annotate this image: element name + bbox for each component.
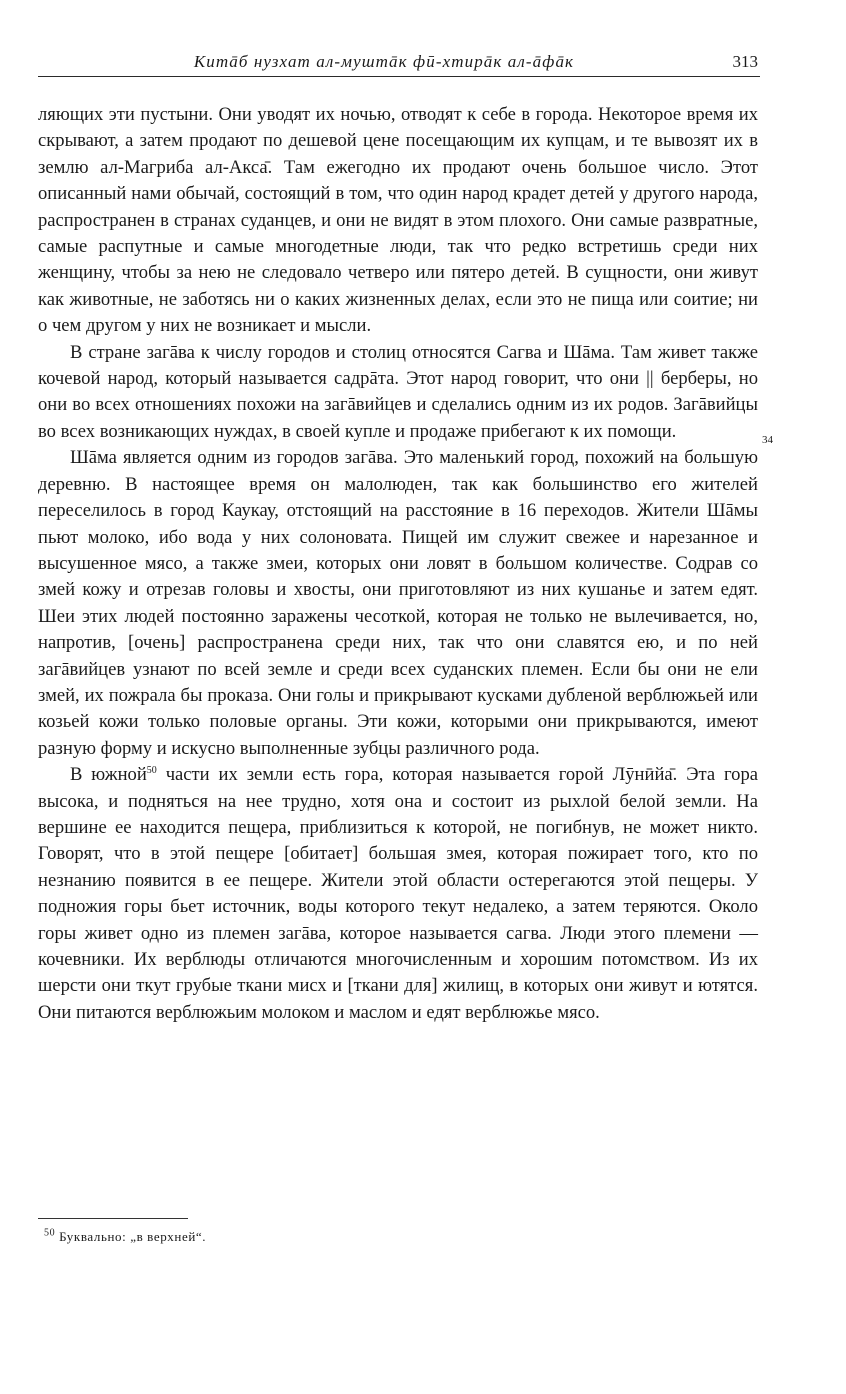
main-text xyxy=(38,102,758,1026)
running-header xyxy=(38,50,760,78)
paragraph-4-start: В южной xyxy=(70,764,147,786)
footnote-rule xyxy=(38,1218,188,1219)
footnote-marker: 50 xyxy=(146,764,157,776)
paragraph-1: ляющих эти пустыни. Они уводят их ночью, отводят к себе в города. Некоторое время их скрывают, а затем продают по дешевой цене посещающим их купцам, и те вывозят их в землю ал-Магриба ал-Акса̄. Там ежегодно их продают очень большое число. Этот описанный нами обычай, состоящий в том, что один народ крадет детей у другого народа, распространен в странах суданцев, и они не видят в этом плохого. Они самые развратные, самые распутные и самые многодетные люди, так что редко встретишь среди них женщину, чтобы за нею не следовало четверо или пятеро детей. В сущности, они живут как животные, не заботясь ни о каких жизненных делах, если это не пища или соитие; ни о чем другом у них не возникает и мысли. xyxy=(38,104,758,337)
footnote xyxy=(44,1229,206,1245)
margin-folio-note: 34 xyxy=(762,434,773,446)
footnote-number: 50 xyxy=(44,1227,56,1239)
header-rule xyxy=(38,76,760,77)
paragraph-3: Шāма является одним из городов загāва. Это маленький город, похожий на большую деревню. В настоящее время он малолюден, так как большинство его жителей переселилось в город Каукау, отстоящий на расстояние в 16 переходов. Жители Шāмы пьют молоко, ибо вода у них солоновата. Пищей им служит свежее и нарезанное и высушенное мясо, а также змеи, которых они ловят в большом количестве. Содрав со змей кожу и отрезав головы и хвосты, они приготовляют из них кушанье и затем едят. Шеи этих людей постоянно заражены чесоткой, которая не только не вылечивается, но, напротив, [очень] распространена среди них, так что они славятся ею, и по ней загāвийцев узнают по всей земле и среди всех суданских племен. Если бы они не ели змей, их пожрала бы проказа. Они голы и прикрывают кусками дубленой верблюжьей или козьей кожи только половые органы. Эти кожи, которыми они прикрываются, имеют разную форму и искусно выполненные зубцы различного рода. xyxy=(38,447,758,759)
paragraph-4-rest: части их земли есть гора, которая называется горой Лӯнӣйа̄. Эта гора высока, и подняться на нее трудно, хотя она и состоит из рыхлой белой земли. На вершине ее находится пещера, приблизиться к которой, не погибнув, не может никто. Говорят, что в этой пещере [обитает] большая змея, которая пожирает того, кто по незнанию появится в ее пещере. Жители этой области остерегаются этой пещеры. У подножия горы бьет источник, воды которого текут недалеко, а затем теряются. Около горы живет одно из племен загāва, которое называется сагва. Люди этого племени — кочевники. Их верблюды отличаются многочисленным и хорошим потомством. Из их шерсти они ткут грубые ткани мисх и [ткани для] жилищ, в которых они живут и ютятся. Они питаются верблюжьим молоком и маслом и едят верблюжье мясо. xyxy=(38,764,758,1023)
page-number: 313 xyxy=(732,52,758,71)
paragraph-2: В стране загāва к числу городов и столиц относятся Сагва и Шāма. Там живет также кочевой народ, который называется садрāта. Этот народ говорит, что они || берберы, но они во всех отношениях похожи на загāвийцев и сделались одним из их родов. Загāвийцы во всех возникающих нуждах, в своей купле и продаже прибегают к их помощи. xyxy=(38,341,758,442)
book-title: Китāб нузхат ал-муштāк фӣ-хтирāк ал-āфāк xyxy=(193,52,575,71)
footnote-text: Буквально: „в верхней“. xyxy=(59,1229,207,1244)
paragraph-4 xyxy=(38,762,758,1026)
